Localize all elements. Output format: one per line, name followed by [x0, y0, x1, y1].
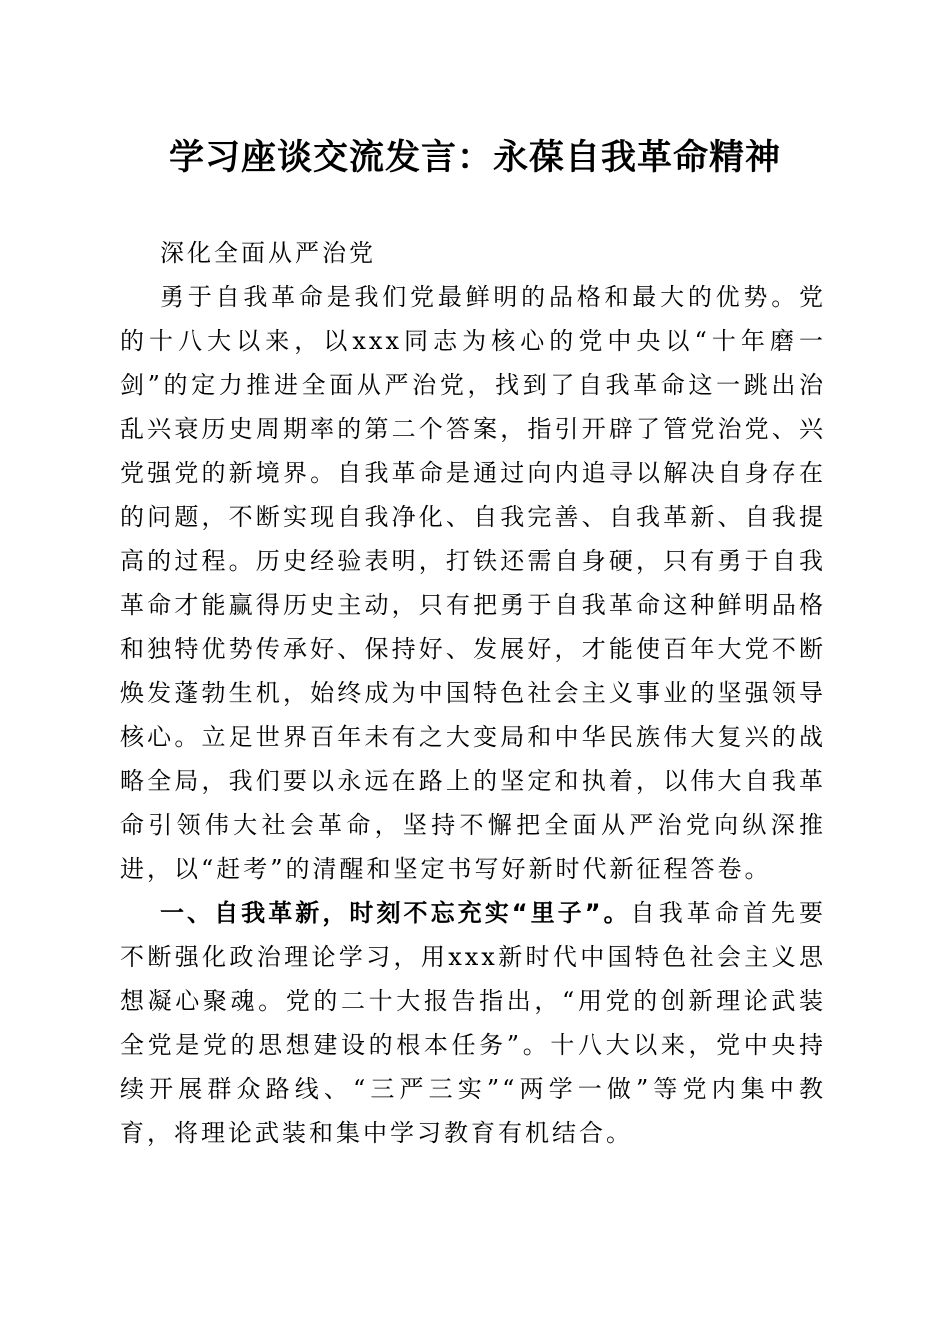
section-one-heading: 一、自我革新，时刻不忘充实“里子”。 [160, 899, 631, 927]
subtitle-paragraph: 深化全面从严治党 [160, 239, 376, 267]
document-title: 学习座谈交流发言：永葆自我革命精神 [168, 137, 781, 178]
section-one-text: 自我革命首先要不断强化政治理论学习，用xxx新时代中国特色社会主义思想凝心聚魂。党的二十大报告指出，“用党的创新理论武装全党是党的思想建设的根本任务”。十八大以来，党中央持续开展群众路线、“三严三实”“两学一做”等党内集中教育，将理论武装和集中学习教育有机结合。 [120, 899, 827, 1147]
intro-paragraph: 勇于自我革命是我们党最鲜明的品格和最大的优势。党的十八大以来，以xxx同志为核心的党中央以“十年磨一剑”的定力推进全面从严治党，找到了自我革命这一跳出治乱兴衰历史周期率的第二个答案，指引开辟了管党治党、兴党强党的新境界。自我革命是通过向内追寻以解决自身存在的问题，不断实现自我净化、自我完善、自我革新、自我提高的过程。历史经验表明，打铁还需自身硬，只有勇于自我革命才能赢得历史主动，只有把勇于自我革命这种鲜明品格和独特优势传承好、保持好、发展好，才能使百年大党不断焕发蓬勃生机，始终成为中国特色社会主义事业的坚强领导核心。立足世界百年未有之大变局和中华民族伟大复兴的战略全局，我们要以永远在路上的坚定和执着，以伟大自我革命引领伟大社会革命，坚持不懈把全面从严治党向纵深推进，以“赶考”的清醒和坚定书写好新时代新征程答卷。 [120, 283, 826, 883]
section-one-paragraph [120, 891, 826, 1155]
document-body [120, 231, 826, 1155]
